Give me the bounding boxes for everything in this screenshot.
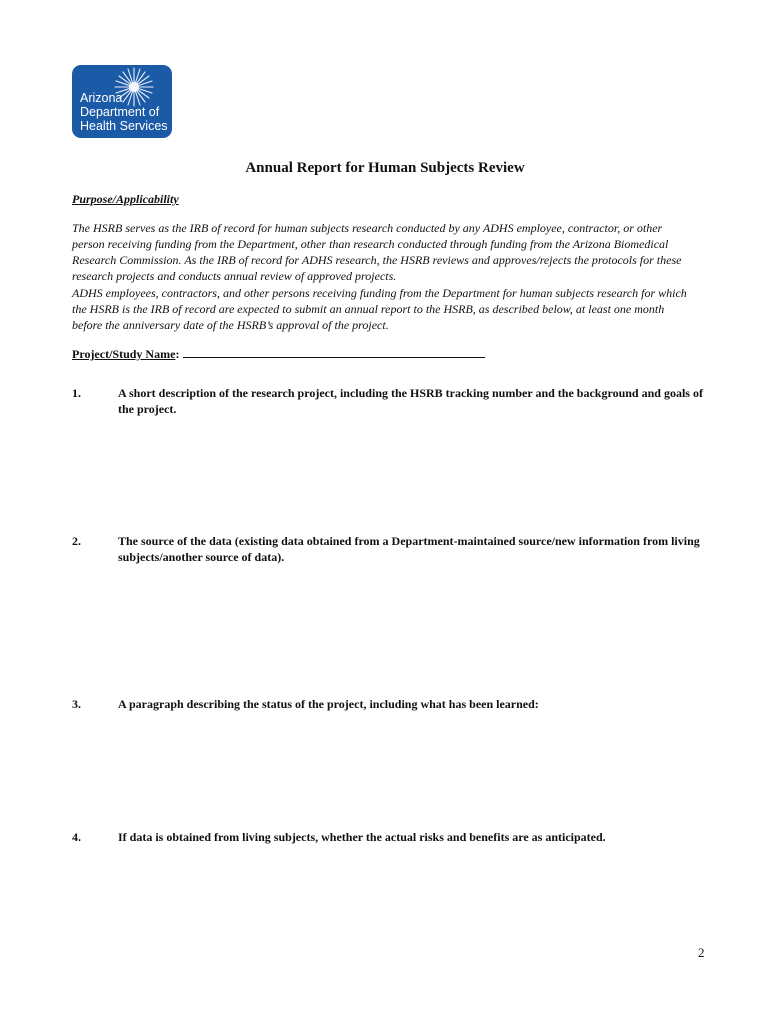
paragraph-line: ADHS employees, contractors, and other persons receiving funding from the Department for human subjects research for which (72, 286, 687, 300)
purpose-paragraph-1 (72, 220, 714, 284)
adhs-logo (72, 65, 172, 138)
logo-line-1: Arizona (80, 91, 123, 105)
item-number: 1. (72, 386, 81, 400)
purpose-heading: Purpose/Applicability (72, 192, 179, 206)
paragraph-line: before the anniversary date of the HSRB’s approval of the project. (72, 318, 389, 332)
item-text: The source of the data (existing data obtained from a Department-maintained source/new information from living subjects/another source of data). (118, 534, 700, 564)
item-number: 4. (72, 830, 81, 844)
item-text: A short description of the research project, including the HSRB tracking number and the background and goals of the project. (118, 386, 703, 416)
page-title: Annual Report for Human Subjects Review (245, 160, 525, 176)
logo-text (80, 91, 168, 133)
paragraph-line: research projects and conducts annual review of approved projects. (72, 269, 397, 283)
paragraph-line: the HSRB is the IRB of record are expected to submit an annual report to the HSRB, as described below, at least one month (72, 302, 665, 316)
purpose-paragraph-2 (72, 285, 714, 333)
item-number: 3. (72, 697, 81, 711)
item-text: A paragraph describing the status of the project, including what has been learned: (118, 697, 539, 711)
paragraph-line: person receiving funding from the Department, other than research conducted through funding from the Arizona Biomedical (72, 237, 669, 251)
project-name-field[interactable] (183, 346, 485, 358)
paragraph-line: Research Commission. As the IRB of record for ADHS research, the HSRB reviews and approves/rejects the protocols for these (72, 253, 682, 267)
paragraph-line: The HSRB serves as the IRB of record for human subjects research conducted by any ADHS employee, contractor, or other (72, 221, 663, 235)
item-text: If data is obtained from living subjects, whether the actual risks and benefits are as anticipated. (118, 830, 606, 844)
page-number: 2 (698, 945, 705, 960)
project-name-colon: : (175, 347, 180, 361)
logo-line-2: Department of (80, 105, 160, 119)
item-number: 2. (72, 534, 81, 548)
project-name-row (72, 346, 485, 362)
logo-line-3: Health Services (80, 119, 168, 133)
project-name-label: Project/Study Name (72, 347, 176, 361)
